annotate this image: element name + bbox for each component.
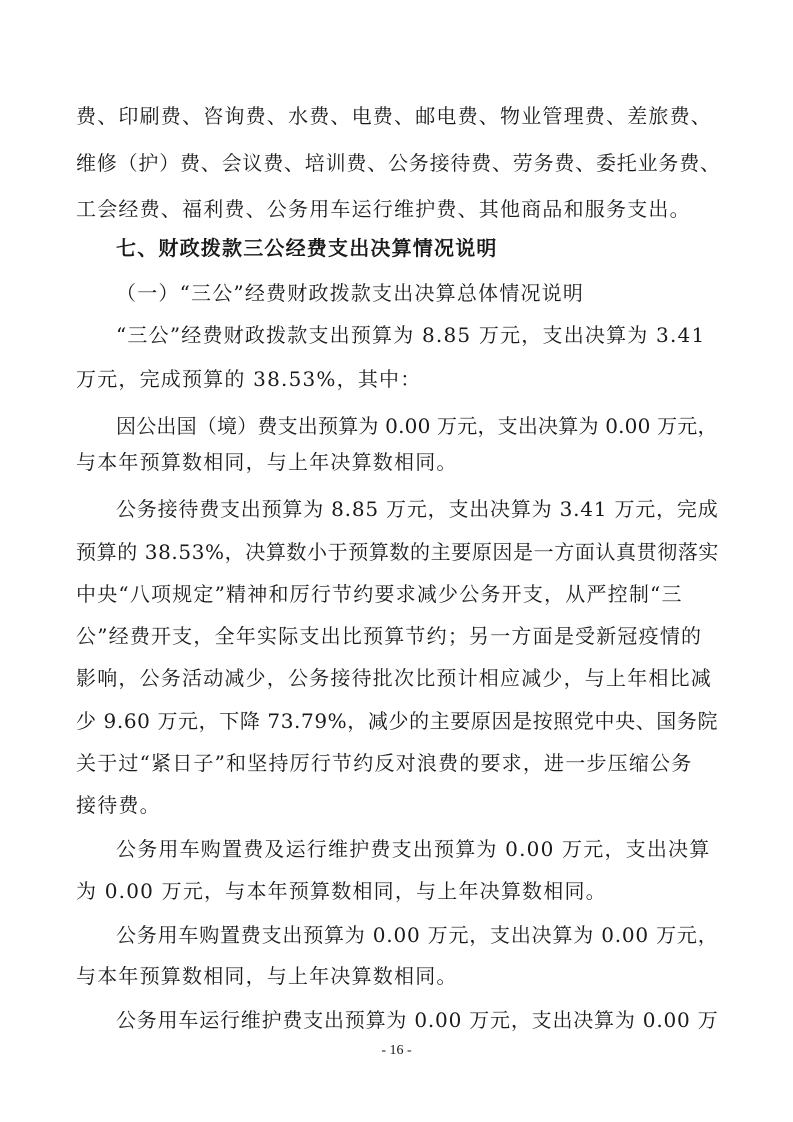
body-text-line: 公务接待费支出预算为 8.85 万元，支出决算为 3.41 万元，完成 — [116, 497, 719, 521]
subsection-heading: （一）“三公”经费财政拨款支出决算总体情况说明 — [116, 281, 585, 305]
body-text-line: 接待费。 — [76, 793, 161, 817]
body-text-line: “三公”经费财政拨款支出预算为 8.85 万元，支出决算为 3.41 — [116, 323, 706, 347]
body-text-line: 少 9.60 万元，下降 73.79%，减少的主要原因是按照党中央、国务院 — [76, 709, 719, 733]
body-text-line: 因公出国（境）费支出预算为 0.00 万元，支出决算为 0.00 万元， — [116, 414, 718, 438]
body-text-line: 与本年预算数相同，与上年决算数相同。 — [76, 964, 458, 988]
body-text-line: 公务用车购置费及运行维护费支出预算为 0.00 万元，支出决算 — [116, 837, 711, 861]
body-text-line: 为 0.00 万元，与本年预算数相同，与上年决算数相同。 — [76, 879, 607, 903]
body-text-line: 影响，公务活动减少，公务接待批次比预计相应减少，与上年相比减 — [76, 666, 712, 690]
body-text-line: 工会经费、福利费、公务用车运行维护费、其他商品和服务支出。 — [76, 197, 691, 221]
body-text-line: 万元，完成预算的 38.53%，其中： — [76, 367, 422, 391]
body-text-line: 中央“八项规定”精神和厉行节约要求减少公务开支，从严控制“三 — [76, 582, 683, 606]
body-text-line: 与本年预算数相同，与上年决算数相同。 — [76, 450, 458, 474]
section-heading: 七、财政拨款三公经费支出决算情况说明 — [116, 236, 498, 260]
body-text-line: 公务用车购置费支出预算为 0.00 万元，支出决算为 0.00 万元， — [116, 923, 719, 947]
page-number: - 16 - — [381, 1043, 412, 1058]
body-text-line: 关于过“紧日子”和坚持厉行节约反对浪费的要求，进一步压缩公务 — [76, 751, 693, 775]
body-text-line: 维修（护）费、会议费、培训费、公务接待费、劳务费、委托业务费、 — [76, 151, 721, 175]
body-text-line: 费、印刷费、咨询费、水费、电费、邮电费、物业管理费、差旅费、 — [76, 104, 712, 128]
body-text-line: 预算的 38.53%，决算数小于预算数的主要原因是一方面认真贯彻落实 — [76, 540, 720, 564]
body-text-line: 公务用车运行维护费支出预算为 0.00 万元，支出决算为 0.00 万 — [116, 1008, 719, 1032]
body-text-line: 公”经费开支，全年实际支出比预算节约；另一方面是受新冠疫情的 — [76, 624, 703, 648]
